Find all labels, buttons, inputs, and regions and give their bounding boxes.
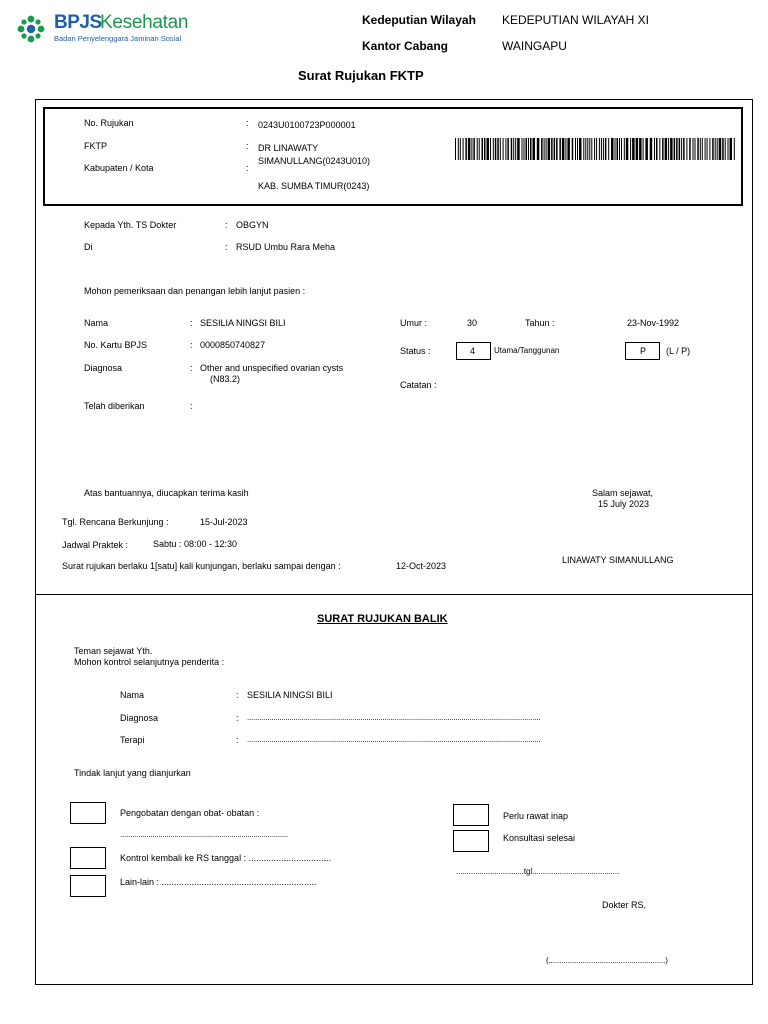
barcode-bar xyxy=(608,138,609,160)
kepada-label: Kepada Yth. TS Dokter xyxy=(84,220,177,230)
barcode-bar xyxy=(503,138,504,160)
barcode-bar xyxy=(734,138,735,160)
dokter-rs-label: Dokter RS, xyxy=(602,900,647,910)
rencana-label: Tgl. Rencana Berkunjung : xyxy=(62,517,169,527)
jadwal-label: Jadwal Praktek : xyxy=(62,540,129,550)
colon: : xyxy=(236,690,239,700)
opt-konsul-label: Konsultasi selesai xyxy=(503,833,576,843)
rencana-value: 15-Jul-2023 xyxy=(200,517,248,527)
barcode-bar xyxy=(587,138,588,160)
logo-subtitle: Badan Penyelenggara Jaminan Sosial xyxy=(54,34,182,43)
barcode-bar xyxy=(548,138,551,160)
barcode-bar xyxy=(717,138,718,160)
checkbox-lain[interactable] xyxy=(70,875,106,897)
balik-greeting-2: Mohon kontrol selanjutnya penderita : xyxy=(74,657,225,667)
status-value: 4 xyxy=(470,346,476,356)
status-label: Status : xyxy=(400,346,431,356)
checkbox-obat[interactable] xyxy=(70,802,106,824)
salam-text: Salam sejawat, xyxy=(592,488,654,498)
kantor-value: WAINGAPU xyxy=(502,39,567,53)
barcode-bar xyxy=(599,138,600,160)
barcode-bar xyxy=(686,138,687,160)
barcode-bar xyxy=(728,138,729,160)
barcode-bar xyxy=(482,138,484,160)
letter-date: 15 July 2023 xyxy=(598,499,650,509)
barcode-bar xyxy=(712,138,714,160)
barcode-bar xyxy=(515,138,516,160)
barcode-bar xyxy=(497,138,499,160)
barcode-bar xyxy=(530,138,532,160)
barcode-bar xyxy=(605,138,607,160)
barcode-bar xyxy=(546,138,547,160)
diagnosa-value-line1: Other and unspecified ovarian cysts xyxy=(200,363,344,373)
balik-nama-value: SESILIA NINGSI BILI xyxy=(247,690,333,700)
barcode-bar xyxy=(589,138,590,160)
kartu-label: No. Kartu BPJS xyxy=(84,340,148,350)
signature-line: (.......................................................) xyxy=(546,956,668,965)
barcode-bar xyxy=(674,138,676,160)
bpjs-logo xyxy=(16,12,196,46)
barcode-bar xyxy=(715,138,716,160)
diagnosa-label: Diagnosa xyxy=(84,363,123,373)
barcode-bar xyxy=(493,138,494,160)
barcode-bar xyxy=(665,138,668,160)
fktp-value-line2: SIMANULLANG(0243U010) xyxy=(258,156,371,166)
barcode-bar xyxy=(683,138,685,160)
barcode-bar xyxy=(689,138,691,160)
barcode-bar xyxy=(611,138,614,160)
kabupaten-label: Kabupaten / Kota xyxy=(84,163,154,173)
diagnosa-value-line2: (N83.2) xyxy=(210,374,241,384)
barcode-bar xyxy=(645,138,648,160)
colon: : xyxy=(236,713,239,723)
barcode-bar xyxy=(662,138,664,160)
checkbox-konsultasi[interactable] xyxy=(453,830,489,852)
referring-doctor: LINAWATY SIMANULLANG xyxy=(562,555,674,565)
barcode-bar xyxy=(722,138,724,160)
barcode-bar xyxy=(668,138,669,160)
sex-value: P xyxy=(640,346,647,356)
barcode-bar xyxy=(730,138,733,160)
barcode-bar xyxy=(670,138,673,160)
barcode-bar xyxy=(551,138,553,160)
barcode-bar xyxy=(601,138,602,160)
page-title: Surat Rujukan FKTP xyxy=(298,68,424,83)
colon: : xyxy=(225,242,228,252)
barcode-bar xyxy=(575,138,576,160)
barcode-bar xyxy=(709,138,710,160)
balik-greeting-1: Teman sejawat Yth. xyxy=(74,646,153,656)
barcode-bar xyxy=(585,138,586,160)
barcode-bar xyxy=(697,138,699,160)
barcode-bar xyxy=(537,138,540,160)
fktp-value-line1: DR LINAWATY xyxy=(258,143,319,153)
catatan-label: Catatan : xyxy=(400,380,437,390)
barcode-bar xyxy=(705,138,706,160)
barcode-bar xyxy=(679,138,681,160)
barcode-bar xyxy=(458,138,459,160)
barcode-bar xyxy=(495,138,497,160)
bpjs-emblem-icon xyxy=(16,14,46,44)
barcode-bar xyxy=(505,138,506,160)
barcode-bar xyxy=(639,138,642,160)
barcode-bar xyxy=(615,138,616,160)
barcode-bar xyxy=(533,138,536,160)
barcode-bar xyxy=(522,138,523,160)
barcode-bar xyxy=(676,138,678,160)
opt-lain-label: Lain-lain : .............................................................. xyxy=(120,877,317,887)
colon: : xyxy=(190,318,193,328)
barcode-bar xyxy=(526,138,528,160)
barcode-bar xyxy=(463,138,464,160)
barcode-bar xyxy=(700,138,701,160)
opt-obat-dots: ................................................................................... xyxy=(120,830,288,839)
balik-diagnosa-label: Diagnosa xyxy=(120,713,159,723)
barcode-bar xyxy=(659,138,660,160)
barcode-bar xyxy=(577,138,578,160)
tahun-label: Tahun : xyxy=(525,318,555,328)
barcode xyxy=(455,138,737,160)
kedeputian-value: KEDEPUTIAN WILAYAH XI xyxy=(502,13,649,27)
thanks-text: Atas bantuannya, diucapkan terima kasih xyxy=(84,488,249,498)
colon: : xyxy=(190,363,193,373)
barcode-bar xyxy=(632,138,635,160)
colon: : xyxy=(236,735,239,745)
balik-nama-label: Nama xyxy=(120,690,145,700)
barcode-bar xyxy=(487,138,490,160)
tahun-value: 23-Nov-1992 xyxy=(627,318,680,328)
barcode-bar xyxy=(544,138,545,160)
barcode-bar xyxy=(511,138,513,160)
telah-diberikan-label: Telah diberikan xyxy=(84,401,145,411)
sex-desc: (L / P) xyxy=(666,346,691,356)
request-text: Mohon pemeriksaan dan penangan lebih lanjut pasien : xyxy=(84,286,306,296)
checkbox-rawat-inap[interactable] xyxy=(453,804,489,826)
barcode-bar xyxy=(479,138,480,160)
colon: : xyxy=(246,141,249,151)
no-rujukan-label: No. Rujukan xyxy=(84,118,134,128)
opt-kontrol-label: Kontrol kembali ke RS tanggal : ................................. xyxy=(120,853,332,863)
opt-obat-label: Pengobatan dengan obat- obatan : xyxy=(120,808,260,818)
barcode-bar xyxy=(572,138,574,160)
barcode-bar xyxy=(643,138,644,160)
nama-value: SESILIA NINGSI BILI xyxy=(200,318,286,328)
barcode-bar xyxy=(596,138,597,160)
barcode-bar xyxy=(565,138,566,160)
status-desc: Utama/Tanggunan xyxy=(494,346,560,355)
status-box xyxy=(456,342,491,360)
barcode-bar xyxy=(554,138,556,160)
kartu-value: 0000850740827 xyxy=(200,340,266,350)
nama-label: Nama xyxy=(84,318,109,328)
barcode-bar xyxy=(654,138,655,160)
fktp-label: FKTP xyxy=(84,141,108,151)
barcode-bar xyxy=(603,138,604,160)
kantor-label: Kantor Cabang xyxy=(362,39,449,53)
barcode-bar xyxy=(591,138,592,160)
logo-brand-2: Kesehatan xyxy=(100,12,189,33)
barcode-bar xyxy=(579,138,582,160)
colon: : xyxy=(190,340,193,350)
barcode-bar xyxy=(517,138,520,160)
colon: : xyxy=(246,118,249,128)
umur-value: 30 xyxy=(467,318,478,328)
barcode-bar xyxy=(490,138,491,160)
barcode-bar xyxy=(583,138,584,160)
barcode-bar xyxy=(541,138,543,160)
kepada-value: OBGYN xyxy=(236,220,269,230)
colon: : xyxy=(190,401,193,411)
kabupaten-value: KAB. SUMBA TIMUR(0243) xyxy=(258,181,370,191)
logo-brand: BPJS xyxy=(54,12,102,33)
barcode-bar xyxy=(528,138,529,160)
tindak-lanjut-label: Tindak lanjut yang dianjurkan xyxy=(74,768,191,778)
barcode-bar xyxy=(473,138,475,160)
barcode-bar xyxy=(636,138,639,160)
barcode-bar xyxy=(695,138,696,160)
barcode-bar xyxy=(567,138,570,160)
barcode-bar xyxy=(693,138,694,160)
umur-label: Umur : xyxy=(400,318,427,328)
barcode-bar xyxy=(594,138,595,160)
di-value: RSUD Umbu Rara Meha xyxy=(236,242,336,252)
colon: : xyxy=(225,220,228,230)
barcode-bar xyxy=(562,138,565,160)
berlaku-text: Surat rujukan berlaku 1[satu] kali kunjungan, berlaku sampai dengan : xyxy=(62,561,341,571)
barcode-bar xyxy=(484,138,486,160)
barcode-bar xyxy=(465,138,467,160)
barcode-bar xyxy=(707,138,708,160)
barcode-bar xyxy=(455,138,456,160)
balik-terapi-dots: ................................................................................................................................................. xyxy=(247,735,541,744)
barcode-bar xyxy=(471,138,472,160)
opt-rawat-label: Perlu rawat inap xyxy=(503,811,569,821)
berlaku-value: 12-Oct-2023 xyxy=(396,561,447,571)
no-rujukan-value: 0243U0100723P000001 xyxy=(258,120,356,130)
barcode-bar xyxy=(513,138,514,160)
di-label: Di xyxy=(84,242,93,252)
tgl-line: ................................tgl......................................... xyxy=(456,867,620,876)
kedeputian-label: Kedeputian Wilayah xyxy=(362,13,476,27)
colon: : xyxy=(246,163,249,173)
checkbox-kontrol[interactable] xyxy=(70,847,106,869)
balik-title: SURAT RUJUKAN BALIK xyxy=(317,613,448,625)
barcode-bar xyxy=(619,138,620,160)
barcode-bar xyxy=(626,138,629,160)
barcode-bar xyxy=(725,138,726,160)
barcode-bar xyxy=(630,138,631,160)
barcode-bar xyxy=(624,138,625,160)
barcode-bar xyxy=(524,138,525,160)
barcode-bar xyxy=(477,138,478,160)
sex-box xyxy=(625,342,660,360)
balik-diagnosa-dots: ................................................................................................................................................. xyxy=(247,713,541,722)
barcode-bar xyxy=(656,138,658,160)
barcode-bar xyxy=(702,138,703,160)
barcode-bar xyxy=(681,138,682,160)
jadwal-value: Sabtu : 08:00 - 12:30 xyxy=(153,539,238,549)
barcode-bar xyxy=(556,138,558,160)
barcode-bar xyxy=(617,138,619,160)
barcode-bar xyxy=(650,138,653,160)
section-divider xyxy=(35,594,753,595)
barcode-bar xyxy=(507,138,509,160)
barcode-bar xyxy=(719,138,722,160)
balik-terapi-label: Terapi xyxy=(120,735,145,745)
barcode-bar xyxy=(460,138,461,160)
barcode-bar xyxy=(621,138,622,160)
barcode-bar xyxy=(468,138,471,160)
barcode-bar xyxy=(559,138,561,160)
barcode-bar xyxy=(500,138,501,160)
